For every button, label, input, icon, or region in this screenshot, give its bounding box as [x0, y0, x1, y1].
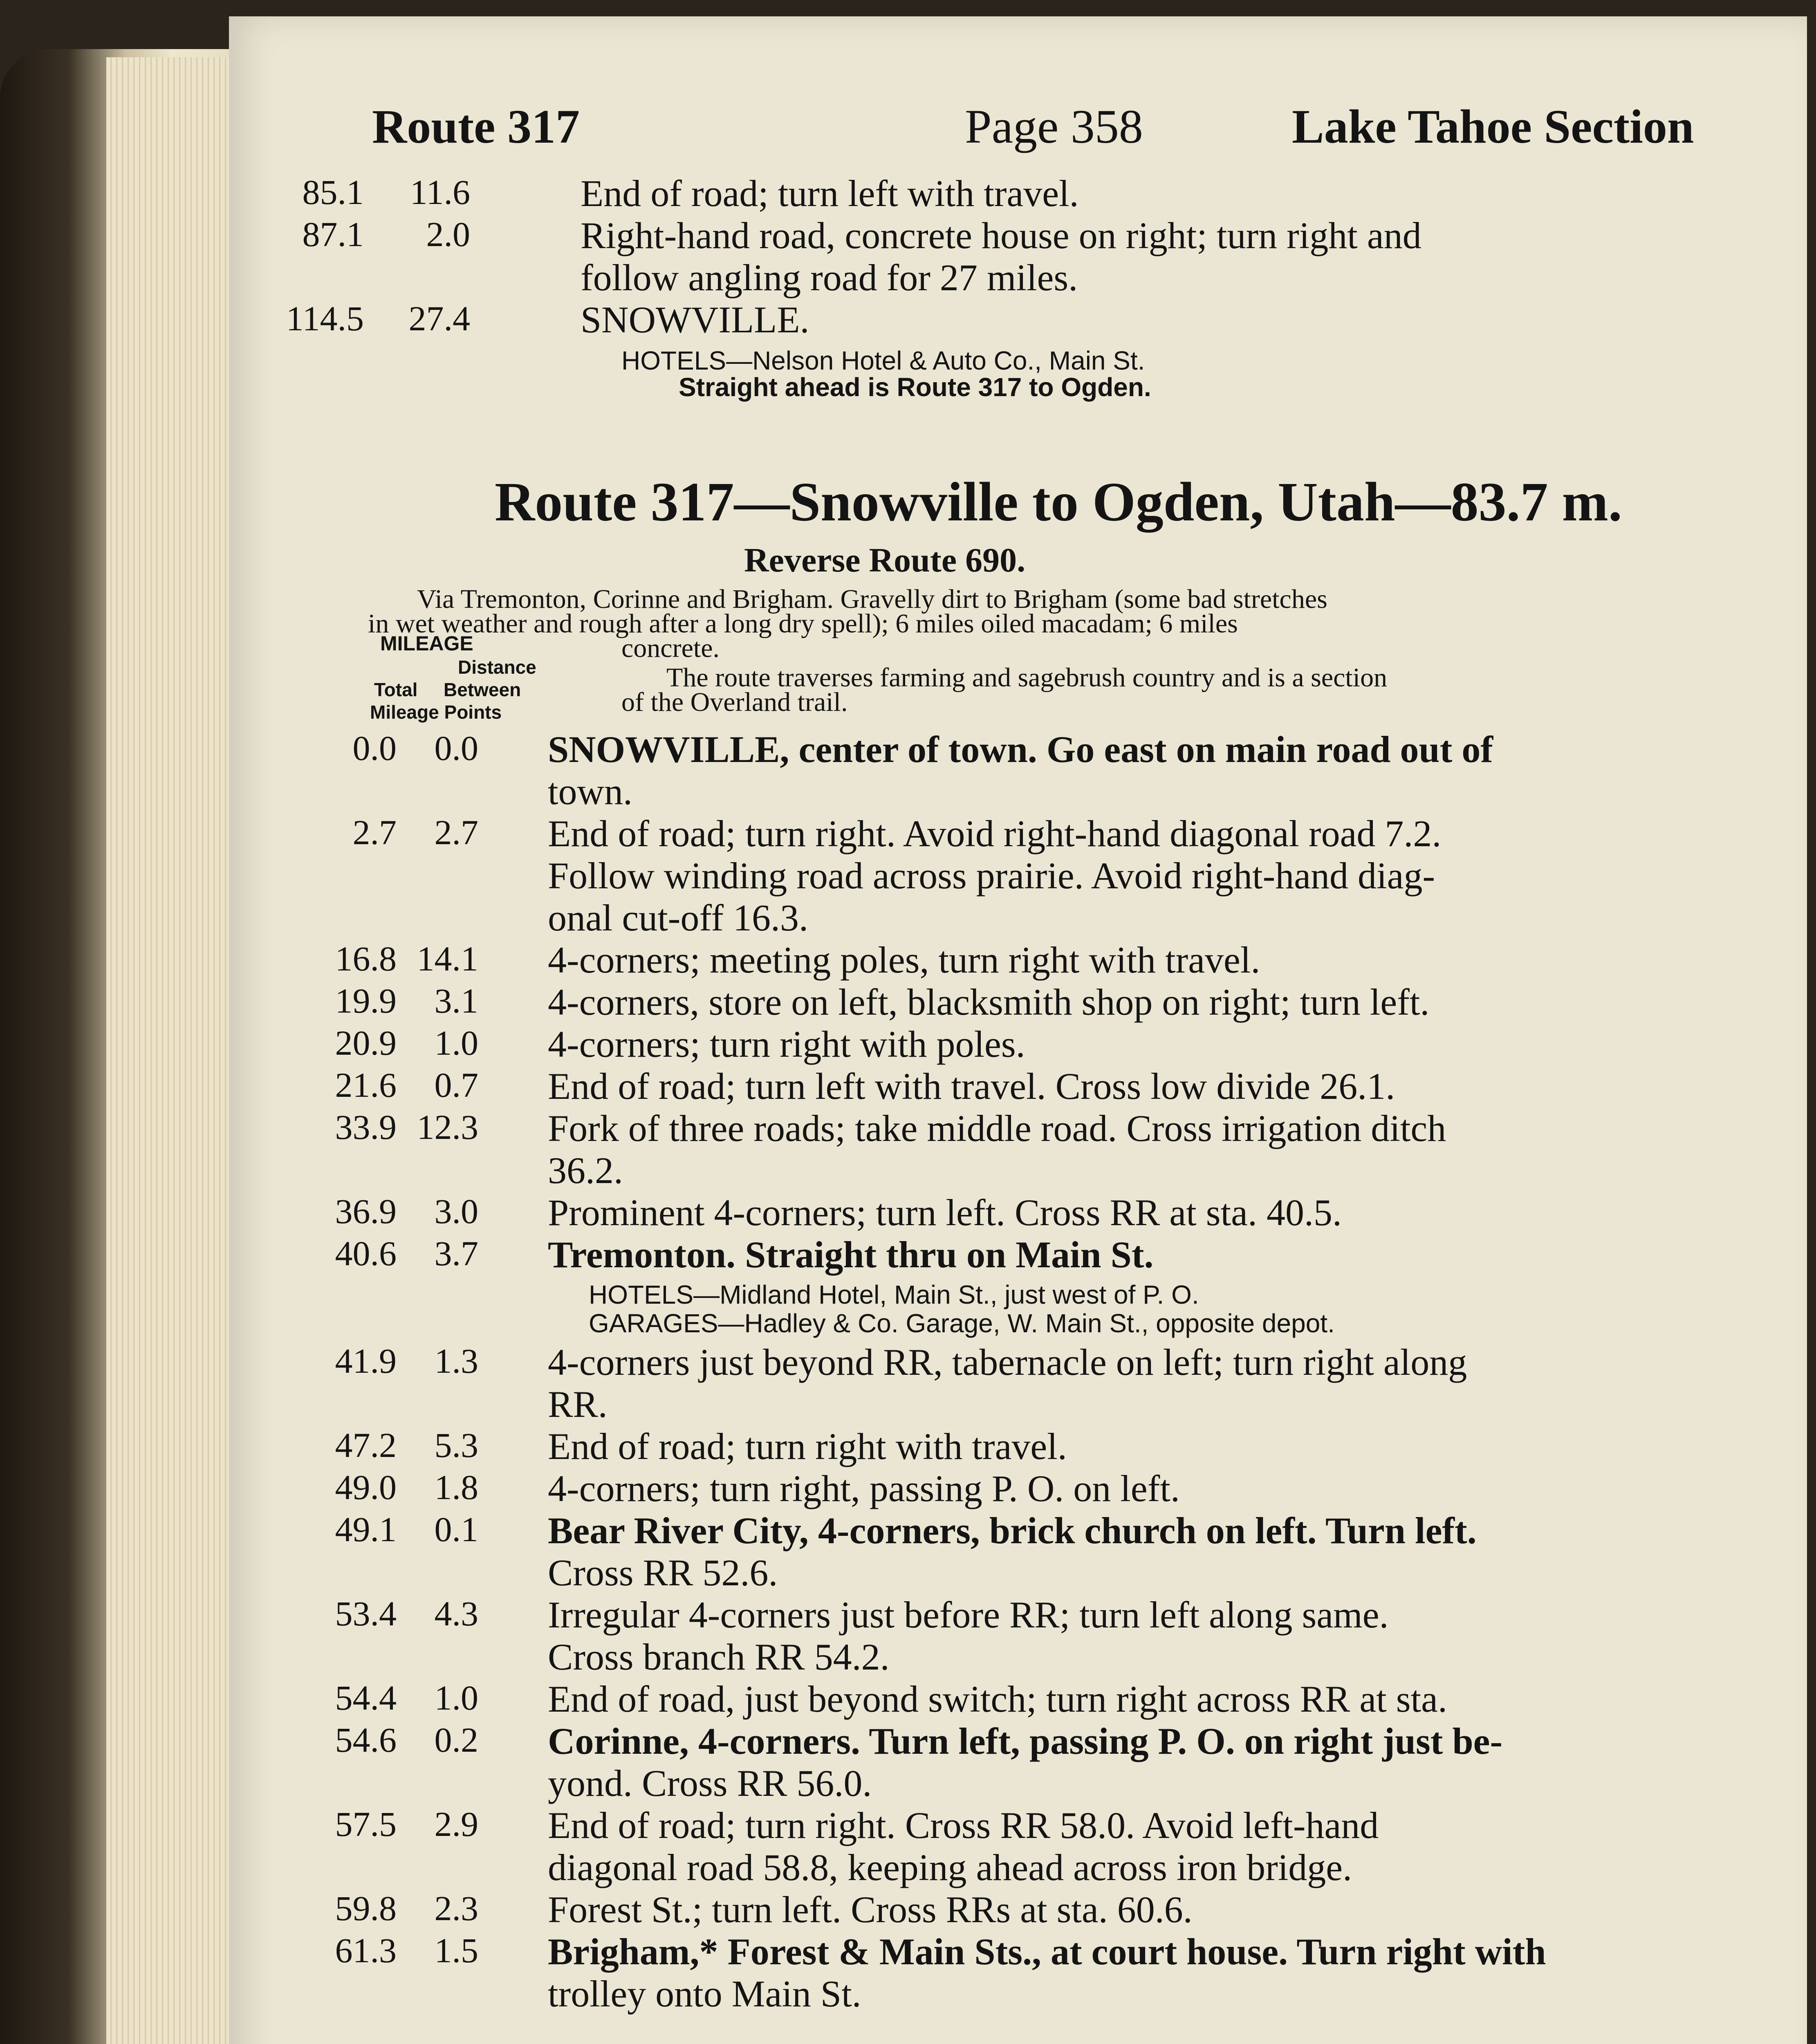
row-description-line: trolley onto Main St. — [548, 1973, 861, 2015]
book-page — [229, 16, 1807, 2044]
row-total-mileage: 19.9 — [335, 981, 397, 1020]
row-total-mileage: 87.1 — [302, 215, 364, 254]
row-distance: 5.3 — [434, 1425, 478, 1465]
row-description-line: Cross RR 52.6. — [548, 1552, 778, 1594]
row-description-line: End of road; turn right. Avoid right-hand diagonal road 7.2. — [548, 813, 1442, 854]
mileage-points-label: Mileage Points — [370, 702, 502, 723]
route-title: Route 317—Snowville to Ogden, Utah—83.7 m. — [495, 471, 1622, 533]
distance-label: Distance — [458, 657, 536, 678]
row-total-mileage: 54.4 — [335, 1678, 397, 1717]
row-total-mileage: 16.8 — [335, 939, 397, 978]
row-description-line: town. — [548, 771, 632, 812]
row-description-line: Follow winding road across prairie. Avoid right-hand diag- — [548, 855, 1435, 896]
row-description-line: 4-corners; meeting poles, turn right with travel. — [548, 939, 1260, 981]
row-total-mileage: 41.9 — [335, 1341, 397, 1381]
row-distance: 2.0 — [426, 215, 470, 254]
row-total-mileage: 61.3 — [335, 1931, 397, 1970]
row-distance: 0.2 — [434, 1720, 478, 1759]
row-description-line: SNOWVILLE. — [581, 299, 809, 341]
between-label: Between — [444, 679, 521, 700]
row-description-line: follow angling road for 27 miles. — [581, 257, 1078, 298]
row-distance: 1.3 — [434, 1341, 478, 1381]
row-description-line: Corinne, 4-corners. Turn left, passing P. O. on right just be- — [548, 1720, 1503, 1762]
row-description-line: End of road; turn left with travel. — [581, 173, 1079, 214]
row-distance: 1.8 — [434, 1468, 478, 1507]
row-total-mileage: 57.5 — [335, 1804, 397, 1844]
row-description-line: 4-corners; turn right, passing P. O. on left. — [548, 1468, 1180, 1509]
row-total-mileage: 85.1 — [302, 173, 364, 212]
row-total-mileage: 2.7 — [352, 813, 397, 852]
row-description-line: Tremonton. Straight thru on Main St. — [548, 1234, 1154, 1275]
row-total-mileage: 59.8 — [335, 1889, 397, 1928]
row-total-mileage: 53.4 — [335, 1594, 397, 1633]
via-line-1: Via Tremonton, Corinne and Brigham. Gravelly dirt to Brigham (some bad stretches — [417, 584, 1327, 614]
row-description-line: End of road; turn left with travel. Cross low divide 26.1. — [548, 1065, 1395, 1107]
row-distance: 1.0 — [434, 1023, 478, 1062]
row-distance: 1.0 — [434, 1678, 478, 1717]
header-route: Route 317 — [372, 100, 580, 153]
row-description-line: 4-corners, store on left, blacksmith shop on right; turn left. — [548, 981, 1430, 1023]
header-page: Page 358 — [965, 100, 1143, 153]
row-description-line: End of road; turn right. Cross RR 58.0. Avoid left-hand — [548, 1804, 1379, 1846]
row-distance: 2.9 — [434, 1804, 478, 1844]
row-distance: 2.3 — [434, 1889, 478, 1928]
row-description-line: Right-hand road, concrete house on right; turn right and — [581, 215, 1421, 256]
row-distance: 0.0 — [434, 728, 478, 768]
row-total-mileage: 33.9 — [335, 1107, 397, 1147]
row-distance: 3.1 — [434, 981, 478, 1020]
row-distance: 12.3 — [417, 1107, 478, 1147]
row-description-line: 4-corners just beyond RR, tabernacle on left; turn right along — [548, 1341, 1467, 1383]
row-total-mileage: 54.6 — [335, 1720, 397, 1759]
row-description-line: 4-corners; turn right with poles. — [548, 1023, 1025, 1065]
row-description-line: Bear River City, 4-corners, brick church on left. Turn left. — [548, 1510, 1477, 1551]
total-label: Total — [374, 679, 418, 700]
row-total-mileage: 0.0 — [352, 728, 397, 768]
straight-ahead-note: Straight ahead is Route 317 to Ogden. — [679, 372, 1151, 402]
row-distance: 3.0 — [434, 1192, 478, 1231]
mileage-label: MILEAGE — [380, 632, 473, 655]
via-line-4: The route traverses farming and sagebrush country and is a section — [666, 663, 1388, 693]
row-total-mileage: 40.6 — [335, 1234, 397, 1273]
row-distance: 0.1 — [434, 1510, 478, 1549]
row-total-mileage: 49.1 — [335, 1510, 397, 1549]
row-description-line: End of road, just beyond switch; turn right across RR at sta. — [548, 1678, 1448, 1720]
row-description-line: yond. Cross RR 56.0. — [548, 1762, 872, 1804]
row-description-line: Prominent 4-corners; turn left. Cross RR at sta. 40.5. — [548, 1192, 1342, 1233]
row-description-line: Brigham,* Forest & Main Sts., at court house. Turn right with — [548, 1931, 1546, 1972]
row-total-mileage: 49.0 — [335, 1468, 397, 1507]
row-distance: 14.1 — [417, 939, 478, 978]
row-description-line: RR. — [548, 1383, 608, 1425]
row-distance: 27.4 — [408, 299, 470, 338]
row-description-line: Forest St.; turn left. Cross RRs at sta. 60.6. — [548, 1889, 1193, 1930]
reverse-route: Reverse Route 690. — [744, 541, 1026, 579]
row-distance: 11.6 — [410, 173, 470, 212]
row-distance: 1.5 — [434, 1931, 478, 1970]
via-line-2: in wet weather and rough after a long dry spell); 6 miles oiled macadam; 6 miles — [368, 609, 1238, 639]
row-description-line: 36.2. — [548, 1150, 623, 1191]
row-distance: 2.7 — [434, 813, 478, 852]
row-description-line: Fork of three roads; take middle road. Cross irrigation ditch — [548, 1107, 1446, 1149]
snowville-hotels: HOTELS—Nelson Hotel & Auto Co., Main St. — [621, 346, 1145, 375]
row-description-line: End of road; turn right with travel. — [548, 1425, 1067, 1467]
row-distance: 3.7 — [434, 1234, 478, 1273]
tremonton-hotels: HOTELS—Midland Hotel, Main St., just west of P. O. — [589, 1280, 1199, 1309]
row-description-line: Cross branch RR 54.2. — [548, 1636, 890, 1678]
row-description-line: Irregular 4-corners just before RR; turn left along same. — [548, 1594, 1389, 1636]
row-total-mileage: 114.5 — [286, 299, 364, 338]
via-line-5: of the Overland trail. — [621, 687, 848, 717]
row-distance: 4.3 — [434, 1594, 478, 1633]
tremonton-garages: GARAGES—Hadley & Co. Garage, W. Main St., opposite depot. — [589, 1309, 1335, 1338]
row-description-line: diagonal road 58.8, keeping ahead across iron bridge. — [548, 1847, 1352, 1888]
row-total-mileage: 20.9 — [335, 1023, 397, 1062]
header-section: Lake Tahoe Section — [1292, 100, 1694, 153]
row-total-mileage: 47.2 — [335, 1425, 397, 1465]
row-description-line: SNOWVILLE, center of town. Go east on main road out of — [548, 728, 1493, 770]
row-total-mileage: 36.9 — [335, 1192, 397, 1231]
row-total-mileage: 21.6 — [335, 1065, 397, 1105]
row-distance: 0.7 — [434, 1065, 478, 1105]
row-description-line: onal cut-off 16.3. — [548, 897, 809, 939]
via-line-3: concrete. — [621, 633, 720, 663]
